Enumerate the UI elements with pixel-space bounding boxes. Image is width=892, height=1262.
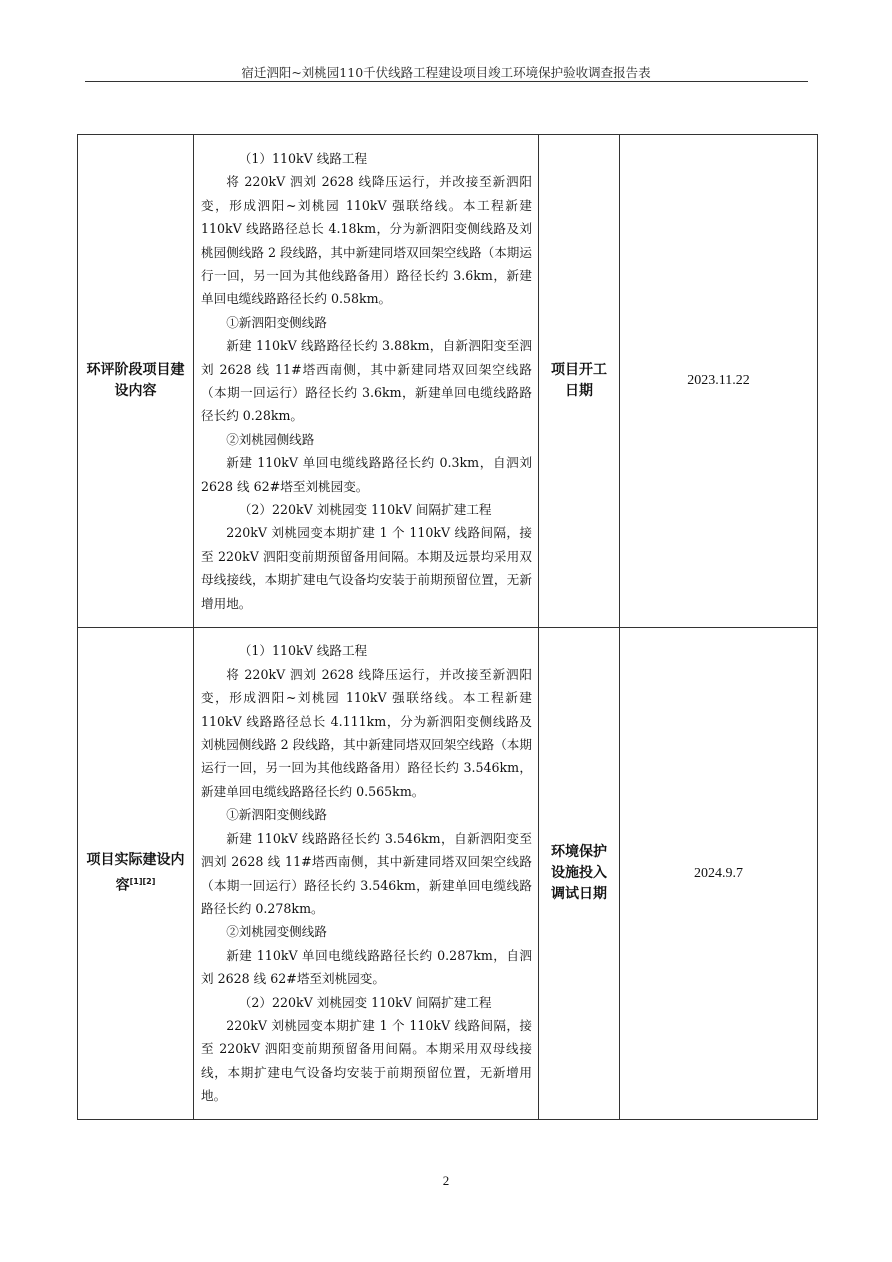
paragraph: 将 220kV 泗刘 2628 线降压运行，并改接至新泗阳变，形成泗阳~刘桃园 110kV 强联络线。本工程新建 110kV 线路路径总长 4.111km，分为新泗阳变侧线路及刘桃园侧线路 2 段线路，其中新建同塔双回架空线路（本期运行一回，另一回为其他线路备用）路径长约 3.546km，新建单回电缆线路路径长约 0.565km。 <box>201 666 532 799</box>
field-label-cell <box>539 628 620 1120</box>
report-table <box>77 134 818 1120</box>
citation-superscript: [1][2] <box>129 877 156 887</box>
paragraph: 新建 110kV 线路路径长约 3.546km，自新泗阳变至泗刘 2628 线 11#塔西南侧，其中新建同塔双回架空线路（本期一回运行）路径长约 3.546km，新建单回电缆线路路径长约 0.278km。 <box>201 830 532 916</box>
paragraph: 新建 110kV 线路路径长约 3.88km，自新泗阳变至泗刘 2628 线 11#塔西南侧，其中新建同塔双回架空线路（本期一回运行）路径长约 3.6km，新建单回电缆线路路径长约 0.28km。 <box>201 338 532 424</box>
field-label-cell <box>539 135 620 628</box>
paragraph: 新建 110kV 单回电缆线路路径长约 0.287km，自泗刘 2628 线 62#塔至刘桃园变。 <box>201 947 532 987</box>
construction-content-cell <box>194 628 539 1120</box>
field-label-start-date: 项目开工日期 <box>551 362 607 399</box>
paragraph: 将 220kV 泗刘 2628 线降压运行，并改接至新泗阳变，形成泗阳~刘桃园 110kV 强联络线。本工程新建 110kV 线路路径总长 4.18km，分为新泗阳变侧线路及刘桃园侧线路 2 段线路，其中新建同塔双回架空线路（本期运行一回，另一回为其他线路备用）路径长约 3.6km，新建单回电缆线路路径长约 0.58km。 <box>201 174 532 307</box>
paragraph: 220kV 刘桃园变本期扩建 1 个 110kV 线路间隔，接至 220kV 泗阳变前期预留备用间隔。本期及远景均采用双母线接线，本期扩建电气设备均安装于前期预留位置，无新增用地。 <box>201 525 532 611</box>
row-label-cell <box>78 135 194 628</box>
field-label-commission-date: 环境保护设施投入调试日期 <box>551 844 607 902</box>
paragraph: 新建 110kV 单回电缆线路路径长约 0.3km，自泗刘 2628 线 62#塔至刘桃园变。 <box>201 455 532 494</box>
field-value-cell <box>620 628 818 1120</box>
sub-heading: ①新泗阳变侧线路 <box>226 807 327 823</box>
construction-content <box>194 147 538 615</box>
section-heading: （1）110kV 线路工程 <box>238 150 368 166</box>
table-row-actual <box>78 628 818 1120</box>
header-divider <box>85 81 808 82</box>
construction-content <box>194 639 538 1107</box>
sub-heading: ①新泗阳变侧线路 <box>226 314 327 330</box>
section-heading: （2）220kV 刘桃园变 110kV 间隔扩建工程 <box>238 994 492 1010</box>
page-header-title: 宿迁泗阳~刘桃园110千伏线路工程建设项目竣工环境保护验收调查报告表 <box>241 65 651 80</box>
field-value-start-date: 2023.11.22 <box>687 373 750 388</box>
sub-heading: ②刘桃园变侧线路 <box>226 924 327 940</box>
field-value-cell <box>620 135 818 628</box>
field-value-commission-date: 2024.9.7 <box>694 865 743 881</box>
row-label-cell <box>78 628 194 1120</box>
sub-heading: ②刘桃园侧线路 <box>226 431 315 447</box>
construction-content-cell <box>194 135 539 628</box>
page-number: 2 <box>442 1173 450 1188</box>
section-heading: （1）110kV 线路工程 <box>238 643 368 659</box>
row-label: 项目实际建设内容[1][2] <box>86 852 185 894</box>
section-heading: （2）220kV 刘桃园变 110kV 间隔扩建工程 <box>238 502 492 518</box>
table-row-eia-stage <box>78 135 818 628</box>
paragraph: 220kV 刘桃园变本期扩建 1 个 110kV 线路间隔，接至 220kV 泗阳变前期预留备用间隔。本期采用双母线接线，本期扩建电气设备均安装于前期预留位置，无新增用地。 <box>201 1017 532 1104</box>
row-label: 环评阶段项目建设内容 <box>86 362 185 399</box>
